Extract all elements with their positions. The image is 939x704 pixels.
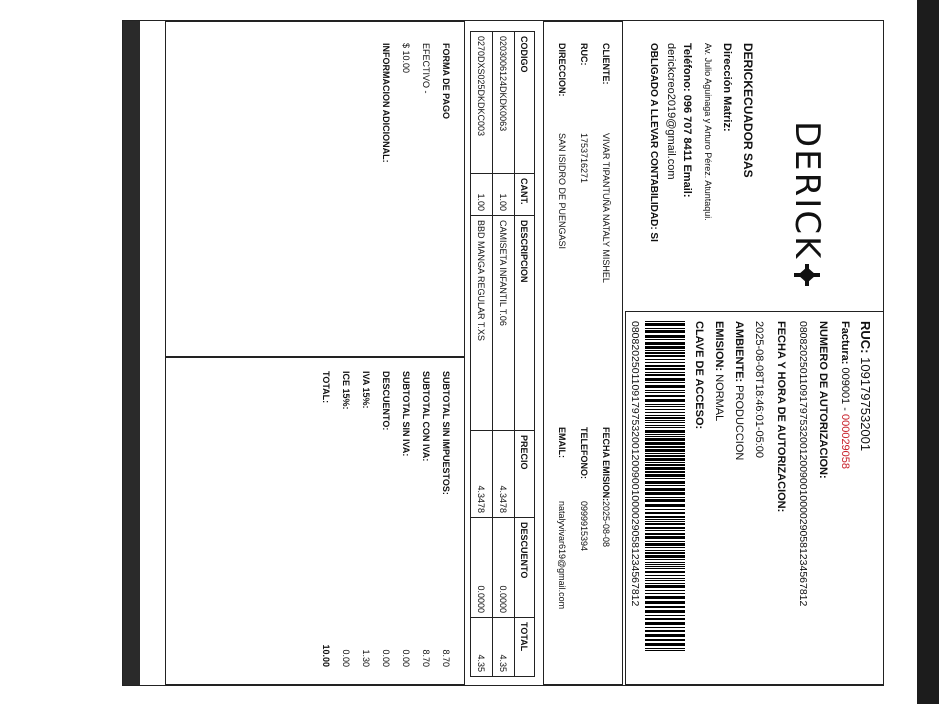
barcode-bar xyxy=(645,580,685,581)
item-cant: 1.00 xyxy=(493,174,515,216)
barcode-bar xyxy=(645,321,685,322)
barcode-bar xyxy=(645,555,685,558)
total-label: DESCUENTO: xyxy=(381,371,391,431)
barcode-bar xyxy=(645,648,685,649)
company-name: DERICKECUADOR SAS xyxy=(741,43,755,178)
header-descuento: DESCUENTO xyxy=(515,518,535,618)
email-value: natalyvivar619@gmail.com xyxy=(557,501,567,610)
info-adicional-label: INFORMACION ADICIONAL: xyxy=(381,43,391,163)
total-label: IVA 15%: xyxy=(361,371,371,409)
emision-line xyxy=(713,321,725,421)
barcode-bar xyxy=(645,436,685,437)
barcode-bar xyxy=(645,352,685,354)
barcode-bar xyxy=(645,409,685,410)
barcode-bar xyxy=(645,512,685,514)
logo-text: DERICK xyxy=(787,121,827,261)
cliente-value: VIVAR TIPANTUÑA NATALY MISHEL xyxy=(601,133,611,283)
ambiente-value: PRODUCCION xyxy=(733,385,745,461)
clave-acceso-value: 0808202501109179753200120090010000290581234567812 xyxy=(629,321,641,607)
barcode-bar xyxy=(645,374,685,376)
barcode-bar xyxy=(645,399,685,402)
telefono-email-label: Teléfono: 096 707 8411 Email: xyxy=(681,43,693,198)
barcode-bar xyxy=(645,406,685,407)
barcode-bar xyxy=(645,590,685,591)
barcode-bar xyxy=(645,458,685,461)
numero-autorizacion-label: NUMERO DE AUTORIZACION: xyxy=(817,321,829,479)
barcode-bar xyxy=(645,527,685,529)
client-box xyxy=(543,21,623,685)
total-label: SUBTOTAL SIN IMPUESTOS: xyxy=(441,371,451,495)
barcode-bar xyxy=(645,474,685,477)
barcode-bar xyxy=(645,566,685,567)
barcode-bar xyxy=(645,422,685,423)
barcode-bar xyxy=(645,427,685,428)
cliente-ruc-value: 1753716271 xyxy=(579,133,589,184)
total-value: 0.00 xyxy=(341,649,351,667)
forma-pago-amount: $ 10.00 xyxy=(401,43,411,74)
barcode-bar xyxy=(645,585,685,588)
barcode-bar xyxy=(645,330,685,333)
barcode-bar xyxy=(645,395,685,397)
barcode-bar xyxy=(645,521,685,522)
barcode-bar xyxy=(645,571,685,573)
item-descripcion: BBD MANGA REGULAR T.XS xyxy=(471,216,493,431)
barcode-bar xyxy=(645,615,685,616)
factura-series: 009001 - xyxy=(839,367,851,411)
direccion-value: SAN ISIDRO DE PUENGASI xyxy=(557,133,567,250)
barcode-bar xyxy=(645,382,685,383)
total-row xyxy=(381,371,391,667)
barcode-bar xyxy=(645,390,685,391)
table-row xyxy=(493,32,515,677)
numero-autorizacion-value: 0808202501109179753200120090010000290581234567812 xyxy=(797,321,809,607)
ambiente-label: AMBIENTE: xyxy=(733,321,745,383)
header-cant: CANT. xyxy=(515,174,535,216)
barcode-bar xyxy=(645,420,685,421)
item-codigo: 0203006124DKDK0063 xyxy=(493,32,515,174)
ruc-value: 1091797532001 xyxy=(858,357,873,452)
barcode-bar xyxy=(645,499,685,502)
item-precio: 4.3478 xyxy=(471,431,493,518)
total-row xyxy=(321,371,331,667)
barcode-bar xyxy=(645,392,685,393)
total-value: 8.70 xyxy=(421,649,431,667)
item-precio: 4.3478 xyxy=(493,431,515,518)
barcode-bar xyxy=(645,453,685,454)
barcode-bar xyxy=(645,464,685,466)
barcode-bar xyxy=(645,365,685,367)
total-value: 0.00 xyxy=(401,649,411,667)
barcode-bar xyxy=(645,449,685,452)
forma-pago-label: FORMA DE PAGO xyxy=(441,43,451,119)
barcode-bar xyxy=(645,362,685,363)
barcode-bar xyxy=(645,359,685,360)
total-row xyxy=(341,371,351,667)
telefono-value: 0999915394 xyxy=(579,501,589,552)
items-table xyxy=(470,31,535,677)
barcode-bar xyxy=(645,634,685,637)
email-label: EMAIL: xyxy=(557,427,567,458)
barcode-bar xyxy=(645,583,685,584)
fecha-emision-label: FECHA EMISION: xyxy=(601,427,611,502)
barcode-bar xyxy=(645,415,685,416)
total-value: 10.00 xyxy=(321,644,331,667)
ruc-line xyxy=(858,321,873,451)
fecha-autorizacion-label: FECHA Y HORA DE AUTORIZACION: xyxy=(775,321,787,513)
barcode-bar xyxy=(645,562,685,563)
barcode-bar xyxy=(645,350,685,351)
barcode-bar xyxy=(645,606,685,608)
barcode-bar xyxy=(645,547,685,548)
item-codigo: 0270DXS025DKDKC003 xyxy=(471,32,493,174)
barcode-bar xyxy=(645,536,685,539)
ambiente-line xyxy=(733,321,745,460)
barcode-bar xyxy=(645,446,685,448)
total-label: ICE 15%: xyxy=(341,371,351,410)
invoice-page xyxy=(123,21,884,686)
barcode-bar xyxy=(645,335,685,338)
total-label: TOTAL: xyxy=(321,371,331,404)
barcode-bar xyxy=(645,417,685,419)
barcode-bar xyxy=(645,643,685,646)
barcode-bar xyxy=(645,630,685,632)
items-header-row xyxy=(515,32,535,677)
header-descripcion: DESCRIPCION xyxy=(515,216,535,431)
direccion-matriz-label: Dirección Matriz: xyxy=(721,43,733,132)
barcode-bar xyxy=(645,346,685,349)
header-codigo: CODIGO xyxy=(515,32,535,174)
barcode-bar xyxy=(645,368,685,370)
barcode-bar xyxy=(645,504,685,507)
direccion-matriz-value: Av. Julio Aguinaga y Arturo Pérez. Atuntaqui. xyxy=(703,43,713,221)
total-label: SUBTOTAL SIN IVA: xyxy=(401,371,411,457)
barcode-bar xyxy=(645,404,685,405)
emision-value: NORMAL xyxy=(713,374,725,422)
barcode-bar xyxy=(645,650,685,651)
barcode-bar xyxy=(645,516,685,518)
payment-info-box xyxy=(165,21,465,357)
barcode-image xyxy=(645,321,685,651)
totals-box xyxy=(165,357,465,685)
barcode-bar xyxy=(645,471,685,473)
barcode-bar xyxy=(645,639,685,641)
barcode-bar xyxy=(645,627,685,628)
barcode-bar xyxy=(645,543,685,546)
barcode-bar xyxy=(645,610,685,613)
barcode-bar xyxy=(645,323,685,326)
barcode-bar xyxy=(645,485,685,486)
total-row xyxy=(401,371,411,667)
barcode-bar xyxy=(645,509,685,510)
contabilidad: OBLIGADO A LLEVAR CONTABILIDAD: SI xyxy=(648,43,659,242)
barcode-bar xyxy=(645,372,685,373)
barcode-bar xyxy=(645,552,685,554)
barcode-bar xyxy=(645,438,685,441)
barcode-bar xyxy=(645,328,685,329)
factura-label: Factura: xyxy=(839,321,851,365)
cliente-ruc-label: RUC: xyxy=(579,43,589,66)
barcode-bar xyxy=(645,618,685,620)
item-descuento: 0.0000 xyxy=(471,518,493,618)
barcode-bar xyxy=(645,342,685,345)
fecha-emision-value: 2025-08-08 xyxy=(601,501,611,548)
item-descuento: 0.0000 xyxy=(493,518,515,618)
barcode-bar xyxy=(645,559,685,560)
header-total: TOTAL xyxy=(515,618,535,677)
factura-line xyxy=(839,321,851,469)
barcode-bar xyxy=(645,481,685,484)
total-value: 0.00 xyxy=(381,649,391,667)
barcode-bar xyxy=(645,385,685,388)
barcode-bar xyxy=(645,622,685,625)
item-total: 4.35 xyxy=(471,618,493,677)
clave-acceso-label: CLAVE DE ACCESO: xyxy=(693,321,705,430)
barcode-bar xyxy=(645,550,685,551)
barcode-bar xyxy=(645,478,685,479)
barcode-bar xyxy=(645,488,685,491)
barcode-bar xyxy=(645,412,685,413)
dark-side-bar xyxy=(917,0,939,704)
barcode-bar xyxy=(645,442,685,445)
barcode-bar xyxy=(645,430,685,433)
company-logo xyxy=(787,121,827,286)
item-descripcion: CAMISETA INFANTIL T.06 xyxy=(493,216,515,431)
barcode-bar xyxy=(645,596,685,599)
barcode-bar xyxy=(645,492,685,495)
barcode-bar xyxy=(645,467,685,470)
barcode-bar xyxy=(645,601,685,604)
barcode-bar xyxy=(645,593,685,594)
ruc-label: RUC: xyxy=(858,321,873,354)
fecha-autorizacion-value: 2025-08-08T18:46:01-05:00 xyxy=(753,321,765,458)
barcode-bar xyxy=(645,533,685,535)
barcode-bar xyxy=(645,568,685,569)
forma-pago-value: EFECTIVO - xyxy=(421,43,431,94)
total-label: SUBTOTAL CON IVA: xyxy=(421,371,431,462)
table-row xyxy=(471,32,493,677)
total-row xyxy=(441,371,451,667)
barcode-bar xyxy=(645,575,685,576)
direccion-label: DIRECCION: xyxy=(557,43,567,97)
barcode-bar xyxy=(645,355,685,357)
item-total: 4.35 xyxy=(493,618,515,677)
total-row xyxy=(421,371,431,667)
barcode-bar xyxy=(645,519,685,520)
company-email: derickcreo2019@gmail.com xyxy=(665,43,677,180)
barcode-bar xyxy=(645,378,685,381)
barcode-bar xyxy=(645,564,685,565)
barcode-bar xyxy=(645,434,685,435)
barcode-bar xyxy=(645,497,685,498)
total-row xyxy=(361,371,371,667)
barcode-bar xyxy=(645,530,685,531)
header-precio: PRECIO xyxy=(515,431,535,518)
logo-emblem-icon xyxy=(794,264,820,286)
barcode-bar xyxy=(645,455,685,457)
barcode-bar xyxy=(645,541,685,542)
invoice-document xyxy=(122,20,884,686)
total-value: 1.30 xyxy=(361,649,371,667)
barcode-bar xyxy=(645,339,685,340)
barcode-bar xyxy=(645,425,685,426)
telefono-label: TELEFONO: xyxy=(579,427,589,479)
emision-label: EMISION: xyxy=(713,321,725,372)
barcode-bar xyxy=(645,578,685,579)
total-value: 8.70 xyxy=(441,649,451,667)
barcode-bar xyxy=(645,523,685,525)
item-cant: 1.00 xyxy=(471,174,493,216)
cliente-label: CLIENTE: xyxy=(601,43,611,85)
barcode-bar xyxy=(645,462,685,463)
factura-number: 000029058 xyxy=(839,413,851,470)
